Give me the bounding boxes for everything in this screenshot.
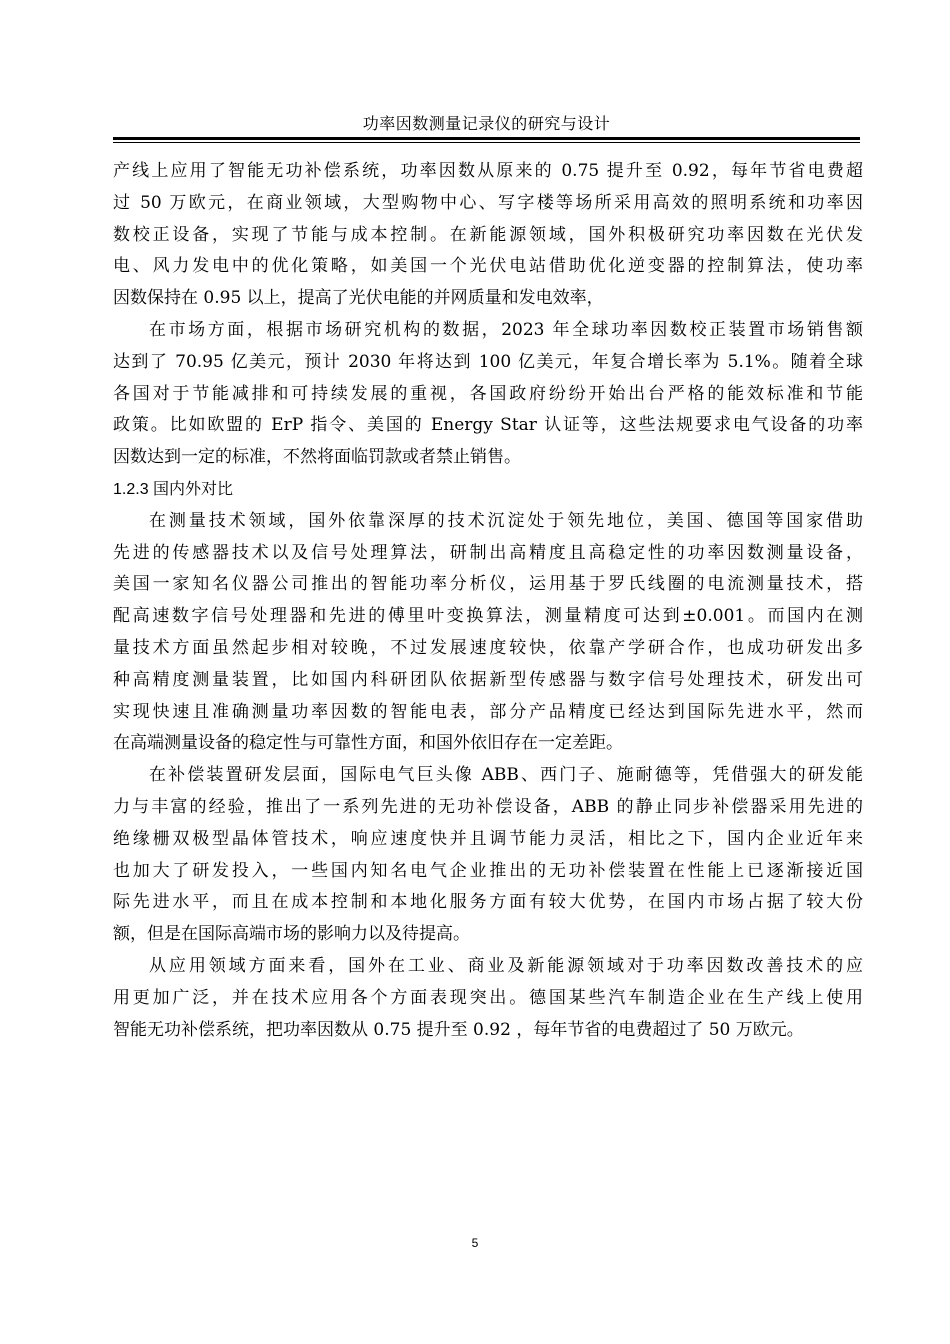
page-number: 5 — [471, 1236, 479, 1250]
paragraph-line: 达到了 70.95 亿美元，预计 2030 年将达到 100 亿美元，年复合增长率为 5.1%。随着全球 — [113, 351, 863, 372]
paragraph-line: 际先进水平，而且在成本控制和本地化服务方面有较大优势，在国内市场占据了较大份 — [113, 892, 863, 913]
paragraph-line: 从应用领域方面来看，国外在工业、商业及新能源领域对于功率因数改善技术的应 — [149, 955, 863, 976]
paragraph-line: 过 50 万欧元，在商业领域，大型购物中心、写字楼等场所采用高效的照明系统和功率因 — [113, 192, 863, 213]
running-header-title: 功率因数测量记录仪的研究与设计 — [362, 114, 611, 133]
paragraph-line: 绝缘栅双极型晶体管技术，响应速度快并且调节能力灵活，相比之下，国内企业近年来 — [113, 828, 863, 849]
paragraph-line: 种高精度测量装置，比如国内科研团队依据新型传感器与数字信号处理技术，研发出可 — [113, 669, 863, 690]
paragraph-line: 美国一家知名仪器公司推出的智能功率分析仪，运用基于罗氏线圈的电流测量技术，搭 — [113, 574, 863, 595]
paragraph-3 — [113, 506, 863, 760]
header-rule-thin — [113, 142, 860, 143]
paragraph-line: 量技术方面虽然起步相对较晚，不过发展速度较快，依靠产学研合作，也成功研发出多 — [113, 637, 863, 658]
paragraph-4 — [113, 760, 863, 951]
header-rule-thick — [113, 137, 860, 140]
paragraph-line: 配高速数字信号处理器和先进的傅里叶变换算法，测量精度可达到±0.001。而国内在测 — [113, 606, 863, 627]
paragraph-line: 实现快速且准确测量功率因数的智能电表，部分产品精度已经达到国际先进水平，然而 — [113, 701, 863, 722]
section-heading: 1.2.3 国内外对比 — [113, 480, 234, 498]
paragraph-line: 智能无功补偿系统，把功率因数从 0.75 提升至 0.92 ，每年节省的电费超过了 50 万欧元。 — [113, 1019, 804, 1040]
paragraph-line: 在测量技术领域，国外依靠深厚的技术沉淀处于领先地位，美国、德国等国家借助 — [149, 510, 863, 531]
paragraph-line: 各国对于节能减排和可持续发展的重视，各国政府纷纷开始出台严格的能效标准和节能 — [113, 383, 863, 404]
paragraph-line: 在补偿装置研发层面，国际电气巨头像 ABB、西门子、施耐德等，凭借强大的研发能 — [149, 765, 863, 786]
paragraph-1 — [113, 156, 863, 315]
paragraph-line: 力与丰富的经验，推出了一系列先进的无功补偿设备，ABB 的静止同步补偿器采用先进的 — [113, 796, 863, 817]
paragraph-5 — [113, 951, 863, 1046]
paragraph-line: 因数保持在 0.95 以上，提高了光伏电能的并网质量和发电效率， — [113, 288, 604, 309]
paragraph-line: 因数达到一定的标准，不然将面临罚款或者禁止销售。 — [113, 447, 521, 468]
paragraph-line: 政策。比如欧盟的 ErP 指令、美国的 Energy Star 认证等，这些法规要求电气设备的功率 — [113, 415, 863, 436]
paragraph-2 — [113, 315, 863, 474]
paragraph-line: 电、风力发电中的优化策略，如美国一个光伏电站借助优化逆变器的控制算法，使功率 — [113, 256, 863, 277]
paragraph-line: 额，但是在国际高端市场的影响力以及待提高。 — [113, 924, 470, 945]
paragraph-line: 也加大了研发投入，一些国内知名电气企业推出的无功补偿装置在性能上已逐渐接近国 — [113, 860, 863, 881]
paragraph-line: 用更加广泛，并在技术应用各个方面表现突出。德国某些汽车制造企业在生产线上使用 — [113, 987, 863, 1008]
page-body — [113, 156, 863, 1046]
paragraph-line: 先进的传感器技术以及信号处理算法，研制出高精度且高稳定性的功率因数测量设备， — [113, 542, 863, 563]
paragraph-line: 在高端测量设备的稳定性与可靠性方面，和国外依旧存在一定差距。 — [113, 733, 623, 754]
paragraph-line: 在市场方面，根据市场研究机构的数据，2023 年全球功率因数校正装置市场销售额 — [149, 319, 863, 340]
paragraph-line: 产线上应用了智能无功补偿系统，功率因数从原来的 0.75 提升至 0.92，每年节省电费超 — [113, 161, 863, 181]
paragraph-line: 数校正设备，实现了节能与成本控制。在新能源领域，国外积极研究功率因数在光伏发 — [113, 224, 863, 245]
